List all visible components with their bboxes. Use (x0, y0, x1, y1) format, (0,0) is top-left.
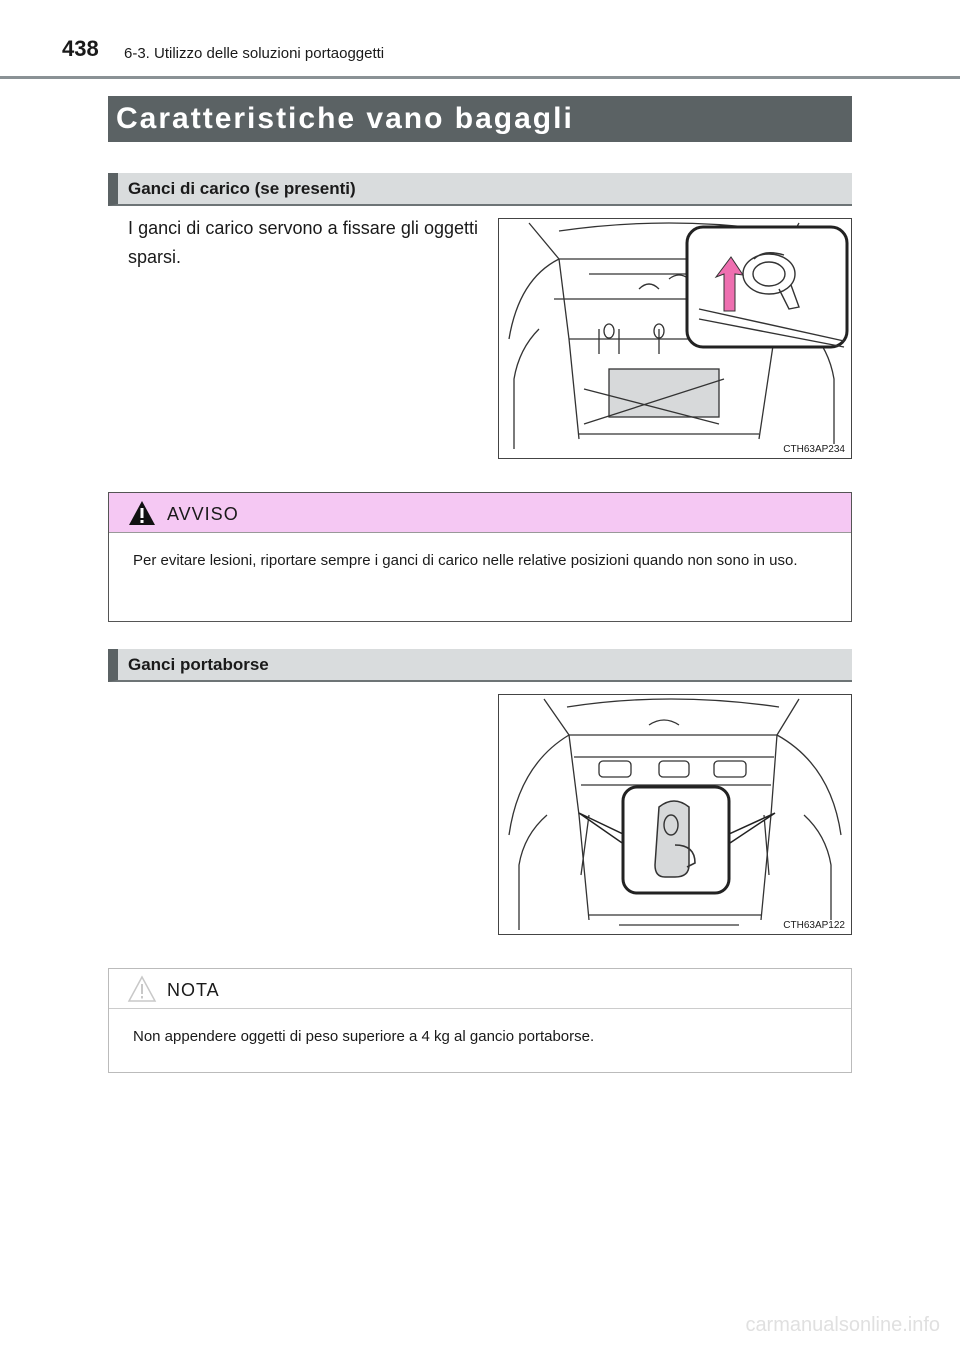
watermark: carmanualsonline.info (745, 1314, 940, 1336)
subsection-header-cargo-hooks (108, 173, 852, 206)
subsection-header-bag-hooks (108, 649, 852, 682)
warning-box (108, 492, 852, 622)
page-number: 438 (62, 36, 99, 61)
chapter-title: 6-3. Utilizzo delle soluzioni portaoggetti (124, 45, 385, 62)
bag-hooks-illustration (498, 694, 852, 935)
bag-hooks-drawing (499, 695, 852, 935)
note-box (108, 968, 852, 1073)
note-label: NOTA (167, 980, 220, 1000)
warning-header (109, 493, 851, 533)
warning-text: Per evitare lesioni, riportare sempre i ganci di carico nelle relative posizioni quando non sono in uso. (133, 552, 798, 569)
note-text: Non appendere oggetti di peso superiore a 4 kg al gancio portaborse. (133, 1028, 595, 1045)
cargo-hooks-description: I ganci di carico servono a fissare gli oggetti sparsi. (128, 218, 478, 267)
figure-code: CTH63AP122 (783, 920, 845, 931)
header-rule (0, 76, 960, 79)
section-title: Caratteristiche vano bagagli (108, 96, 852, 142)
warning-label: AVVISO (167, 504, 239, 524)
caution-triangle-icon (127, 975, 157, 1003)
figure-code: CTH63AP234 (783, 444, 845, 455)
subsection-title: Ganci di carico (se presenti) (128, 179, 356, 198)
cargo-hooks-drawing (499, 219, 852, 459)
page-header (0, 0, 960, 80)
subsection-title: Ganci portaborse (128, 655, 269, 674)
warning-triangle-icon (127, 499, 157, 527)
note-header (109, 969, 851, 1009)
cargo-hooks-illustration (498, 218, 852, 459)
